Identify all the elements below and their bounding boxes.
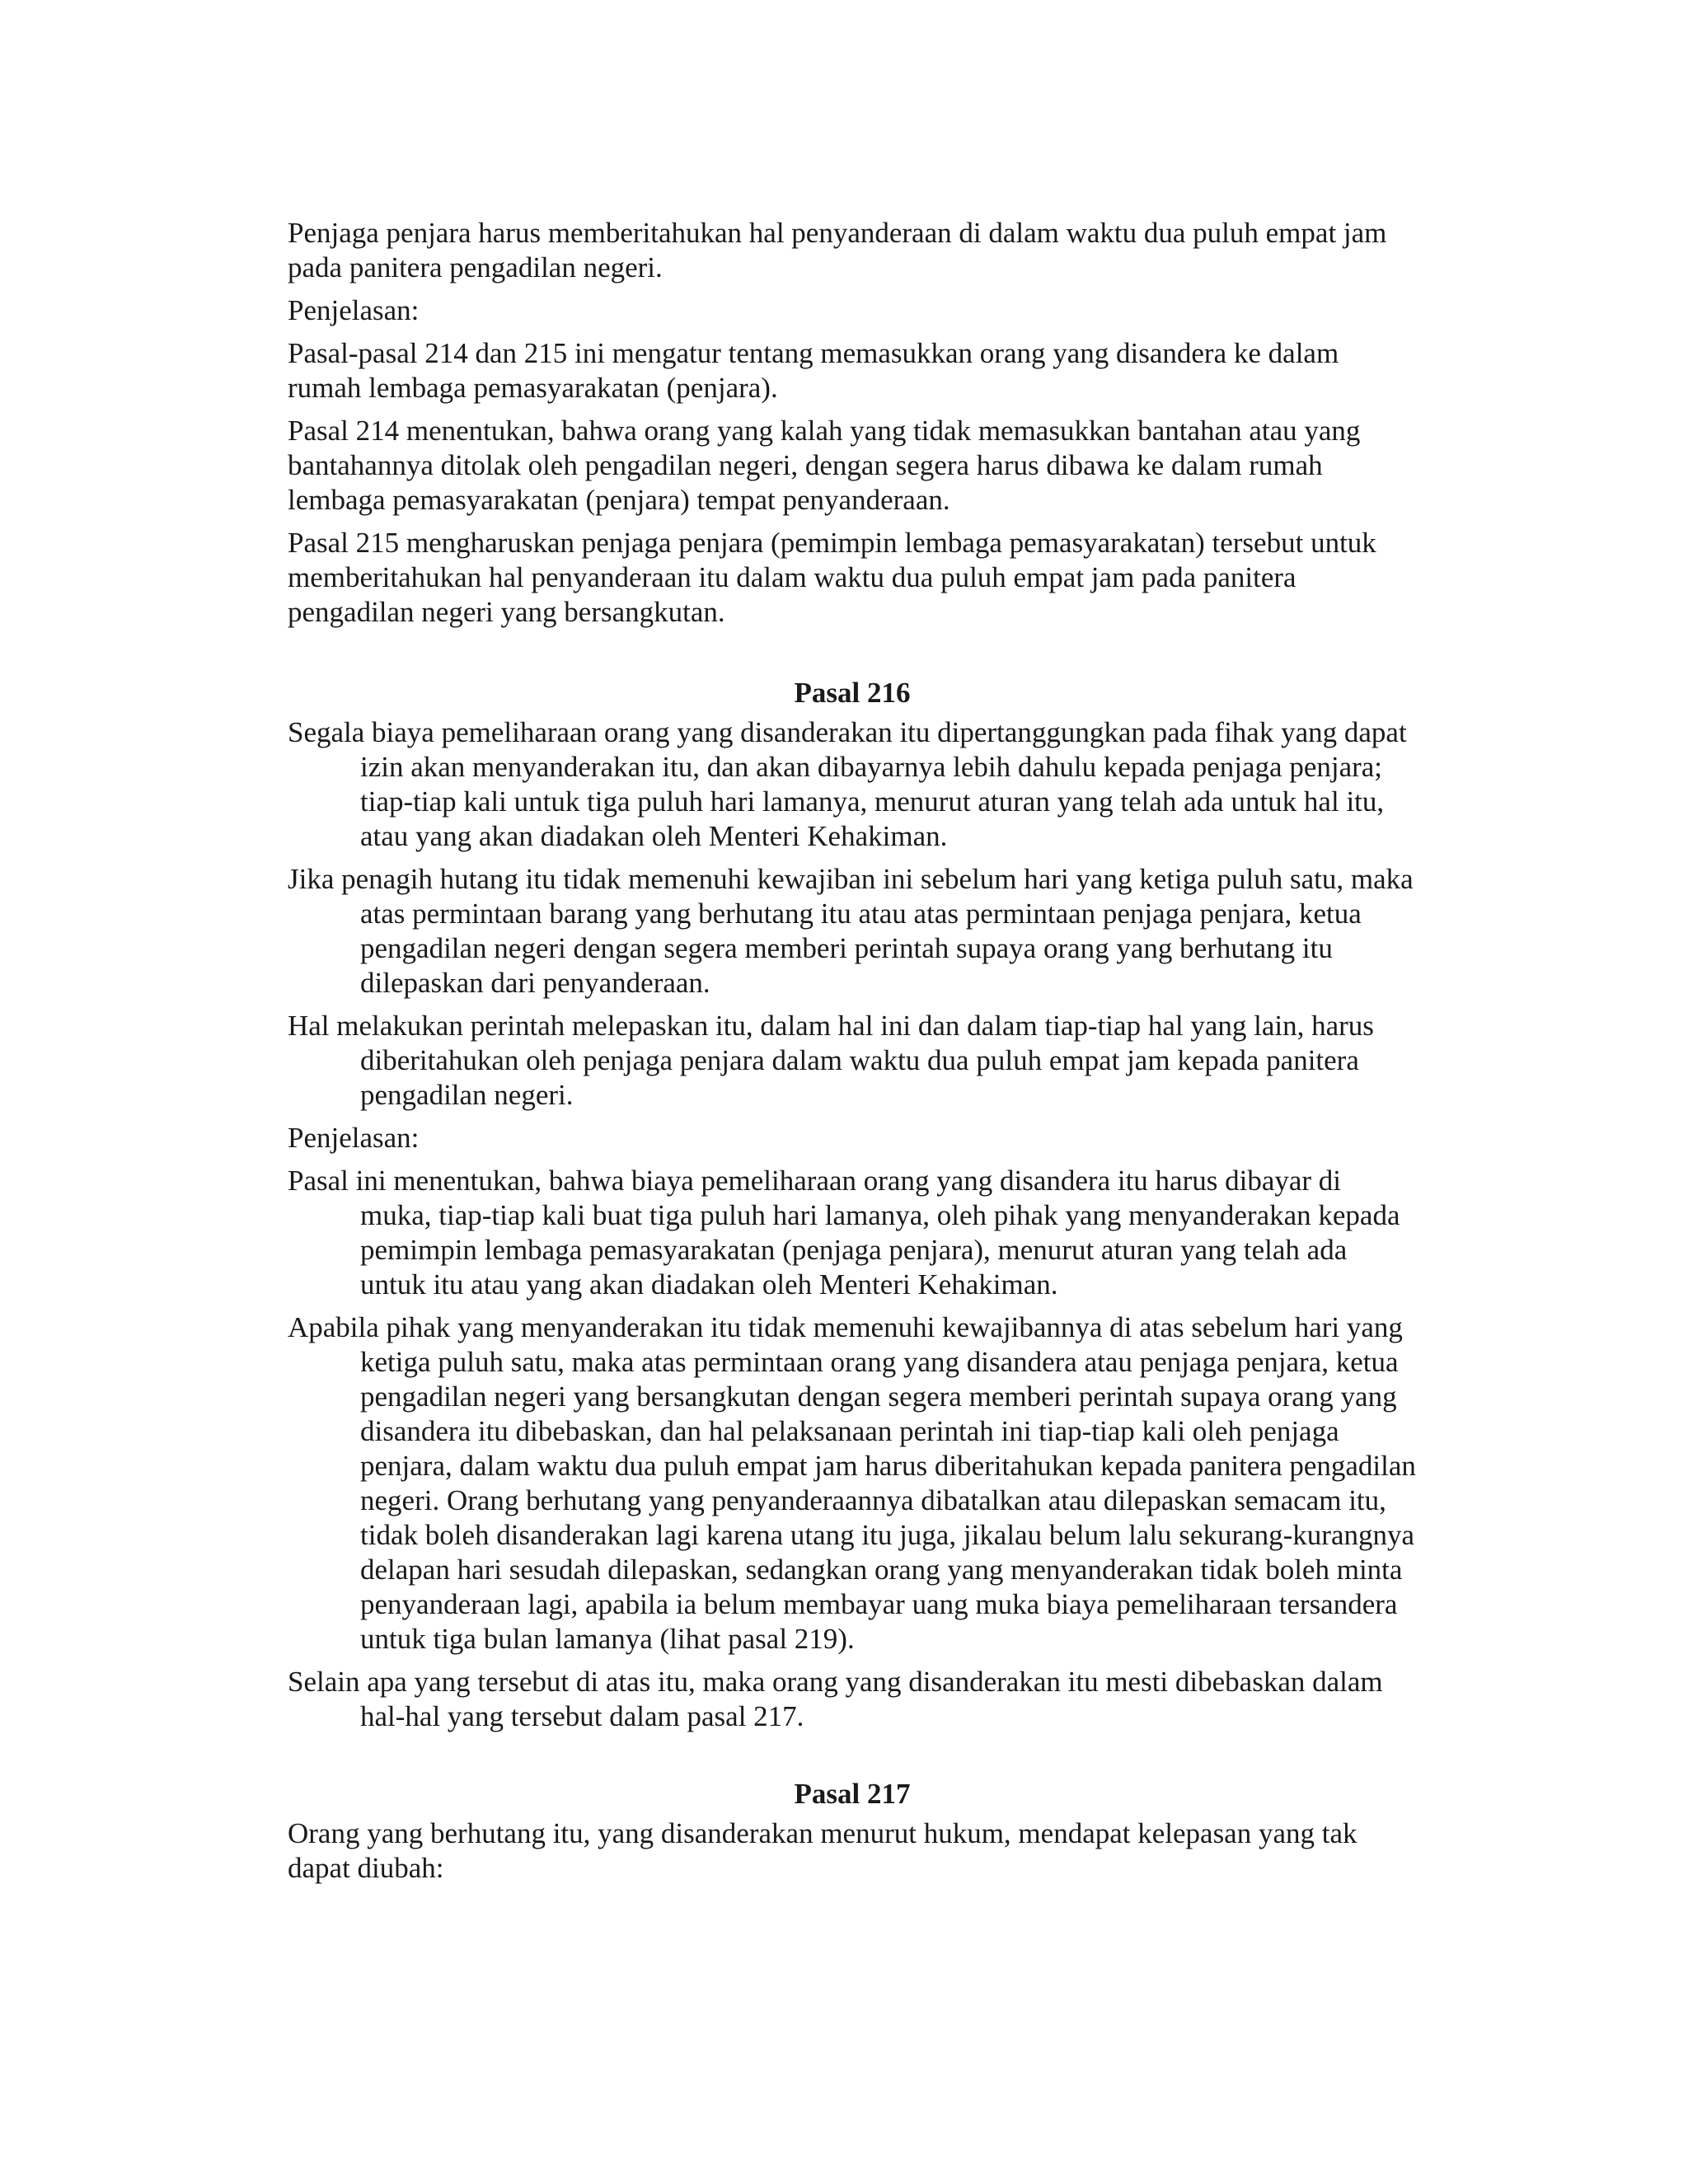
document-page — [288, 216, 1417, 1894]
paragraph: Jika penagih hutang itu tidak memenuhi kewajiban ini sebelum hari yang ketiga puluh satu, maka atas permintaan barang yang berhutang itu atau atas permintaan penjaga penjara, ketua pengadilan negeri dengan segera memberi perintah supaya orang yang berhutang itu dilepaskan dari penyanderaan. — [288, 863, 1414, 999]
paragraph: Segala biaya pemeliharaan orang yang disanderakan itu dipertanggungkan pada fihak yang dapat izin akan menyanderakan itu, dan akan dibayarnya lebih dahulu kepada penjaga penjara; tiap-tiap kali untuk tiga puluh hari lamanya, menurut aturan yang telah ada untuk hal itu, atau yang akan diadakan oleh Menteri Kehakiman. — [288, 716, 1407, 852]
paragraph: Pasal 215 mengharuskan penjaga penjara (pemimpin lembaga pemasyarakatan) tersebut untuk memberitahukan hal penyanderaan itu dalam waktu dua puluh empat jam pada panitera pengadilan negeri yang bersangkutan. — [288, 527, 1376, 628]
section-heading-pasal-216: Pasal 216 — [794, 677, 911, 709]
paragraph: Penjaga penjara harus memberitahukan hal penyanderaan di dalam waktu dua puluh empat jam pada panitera pengadilan negeri. — [288, 217, 1387, 284]
paragraph: Pasal 214 menentukan, bahwa orang yang kalah yang tidak memasukkan bantahan atau yang bantahannya ditolak oleh pengadilan negeri, dengan segera harus dibawa ke dalam rumah lembaga pemasyarakatan (penjara) tempat penyanderaan. — [288, 415, 1361, 516]
explanation-label: Penjelasan: — [288, 1122, 420, 1154]
paragraph: Selain apa yang tersebut di atas itu, maka orang yang disanderakan itu mesti dibebaskan dalam hal-hal yang tersebut dalam pasal 217. — [288, 1666, 1383, 1732]
section-heading-pasal-217: Pasal 217 — [794, 1778, 911, 1810]
explanation-label: Penjelasan: — [288, 294, 420, 326]
paragraph: Orang yang berhutang itu, yang disanderakan menurut hukum, mendapat kelepasan yang tak dapat diubah: — [288, 1817, 1357, 1884]
paragraph: Hal melakukan perintah melepaskan itu, dalam hal ini dan dalam tiap-tiap hal yang lain, harus diberitahukan oleh penjaga penjara dalam waktu dua puluh empat jam kepada panitera pengadilan negeri. — [288, 1010, 1374, 1111]
paragraph: Pasal-pasal 214 dan 215 ini mengatur tentang memasukkan orang yang disandera ke dalam rumah lembaga pemasyarakatan (penjara). — [288, 337, 1339, 404]
paragraph: Apabila pihak yang menyanderakan itu tidak memenuhi kewajibannya di atas sebelum hari yang ketiga puluh satu, maka atas permintaan orang yang disandera atau penjaga penjara, ketua pengadilan negeri yang bersangkutan dengan segera memberi perintah supaya orang yang disandera itu dibebaskan, dan hal pelaksanaan perintah ini tiap-tiap kali oleh penjaga penjara, dalam waktu dua puluh empat jam harus diberitahukan kepada panitera pengadilan negeri. Orang berhutang yang penyanderaannya dibatalkan atau dilepaskan semacam itu, tidak boleh disanderakan lagi karena utang itu juga, jikalau belum lalu sekurang-kurangnya delapan hari sesudah dilepaskan, sedangkan orang yang menyanderakan tidak boleh minta penyanderaan lagi, apabila ia belum membayar uang muka biaya pemeliharaan tersandera untuk tiga bulan lamanya (lihat pasal 219). — [288, 1311, 1416, 1655]
paragraph: Pasal ini menentukan, bahwa biaya pemeliharaan orang yang disandera itu harus dibayar di muka, tiap-tiap kali buat tiga puluh hari lamanya, oleh pihak yang menyanderakan kepada pemimpin lembaga pemasyarakatan (penjaga penjara), menurut aturan yang telah ada untuk itu atau yang akan diadakan oleh Menteri Kehakiman. — [288, 1165, 1400, 1301]
